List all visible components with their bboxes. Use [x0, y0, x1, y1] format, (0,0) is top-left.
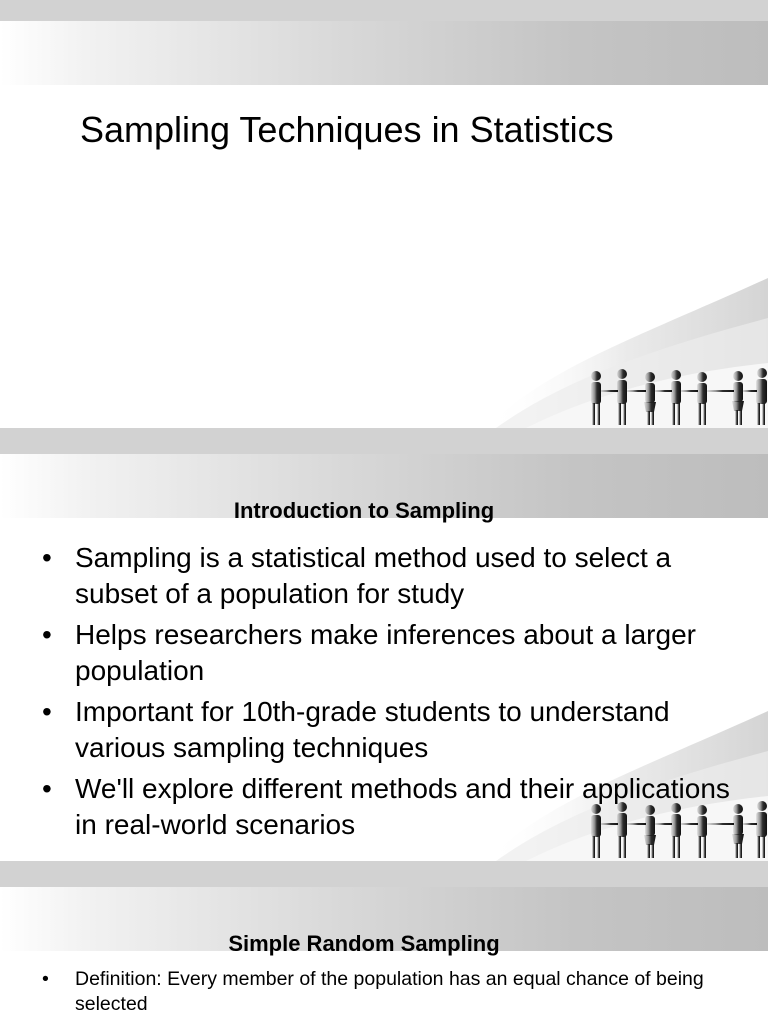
slide-1	[0, 21, 768, 428]
people-holding-hands-icon	[486, 278, 768, 428]
bullet-list	[0, 540, 755, 848]
slide-title: Introduction to Sampling	[233, 498, 495, 523]
slide-2	[0, 454, 768, 861]
slide-3	[0, 887, 768, 1024]
bullet-item: • Definition: Every member of the population has an equal chance of being selected	[0, 967, 735, 1017]
bullet-item: • We'll explore different methods and their applications in real-world scenarios	[0, 771, 755, 843]
bullet-list	[0, 967, 735, 1017]
slide-title: Simple Random Sampling	[228, 931, 500, 956]
header-band	[0, 21, 768, 85]
bullet-item: • Helps researchers make inferences about a larger population	[0, 617, 755, 689]
bullet-item: • Important for 10th-grade students to understand various sampling techniques	[0, 694, 755, 766]
bullet-item: • Sampling is a statistical method used to select a subset of a population for study	[0, 540, 755, 612]
slide-title: Sampling Techniques in Statistics	[80, 109, 614, 150]
